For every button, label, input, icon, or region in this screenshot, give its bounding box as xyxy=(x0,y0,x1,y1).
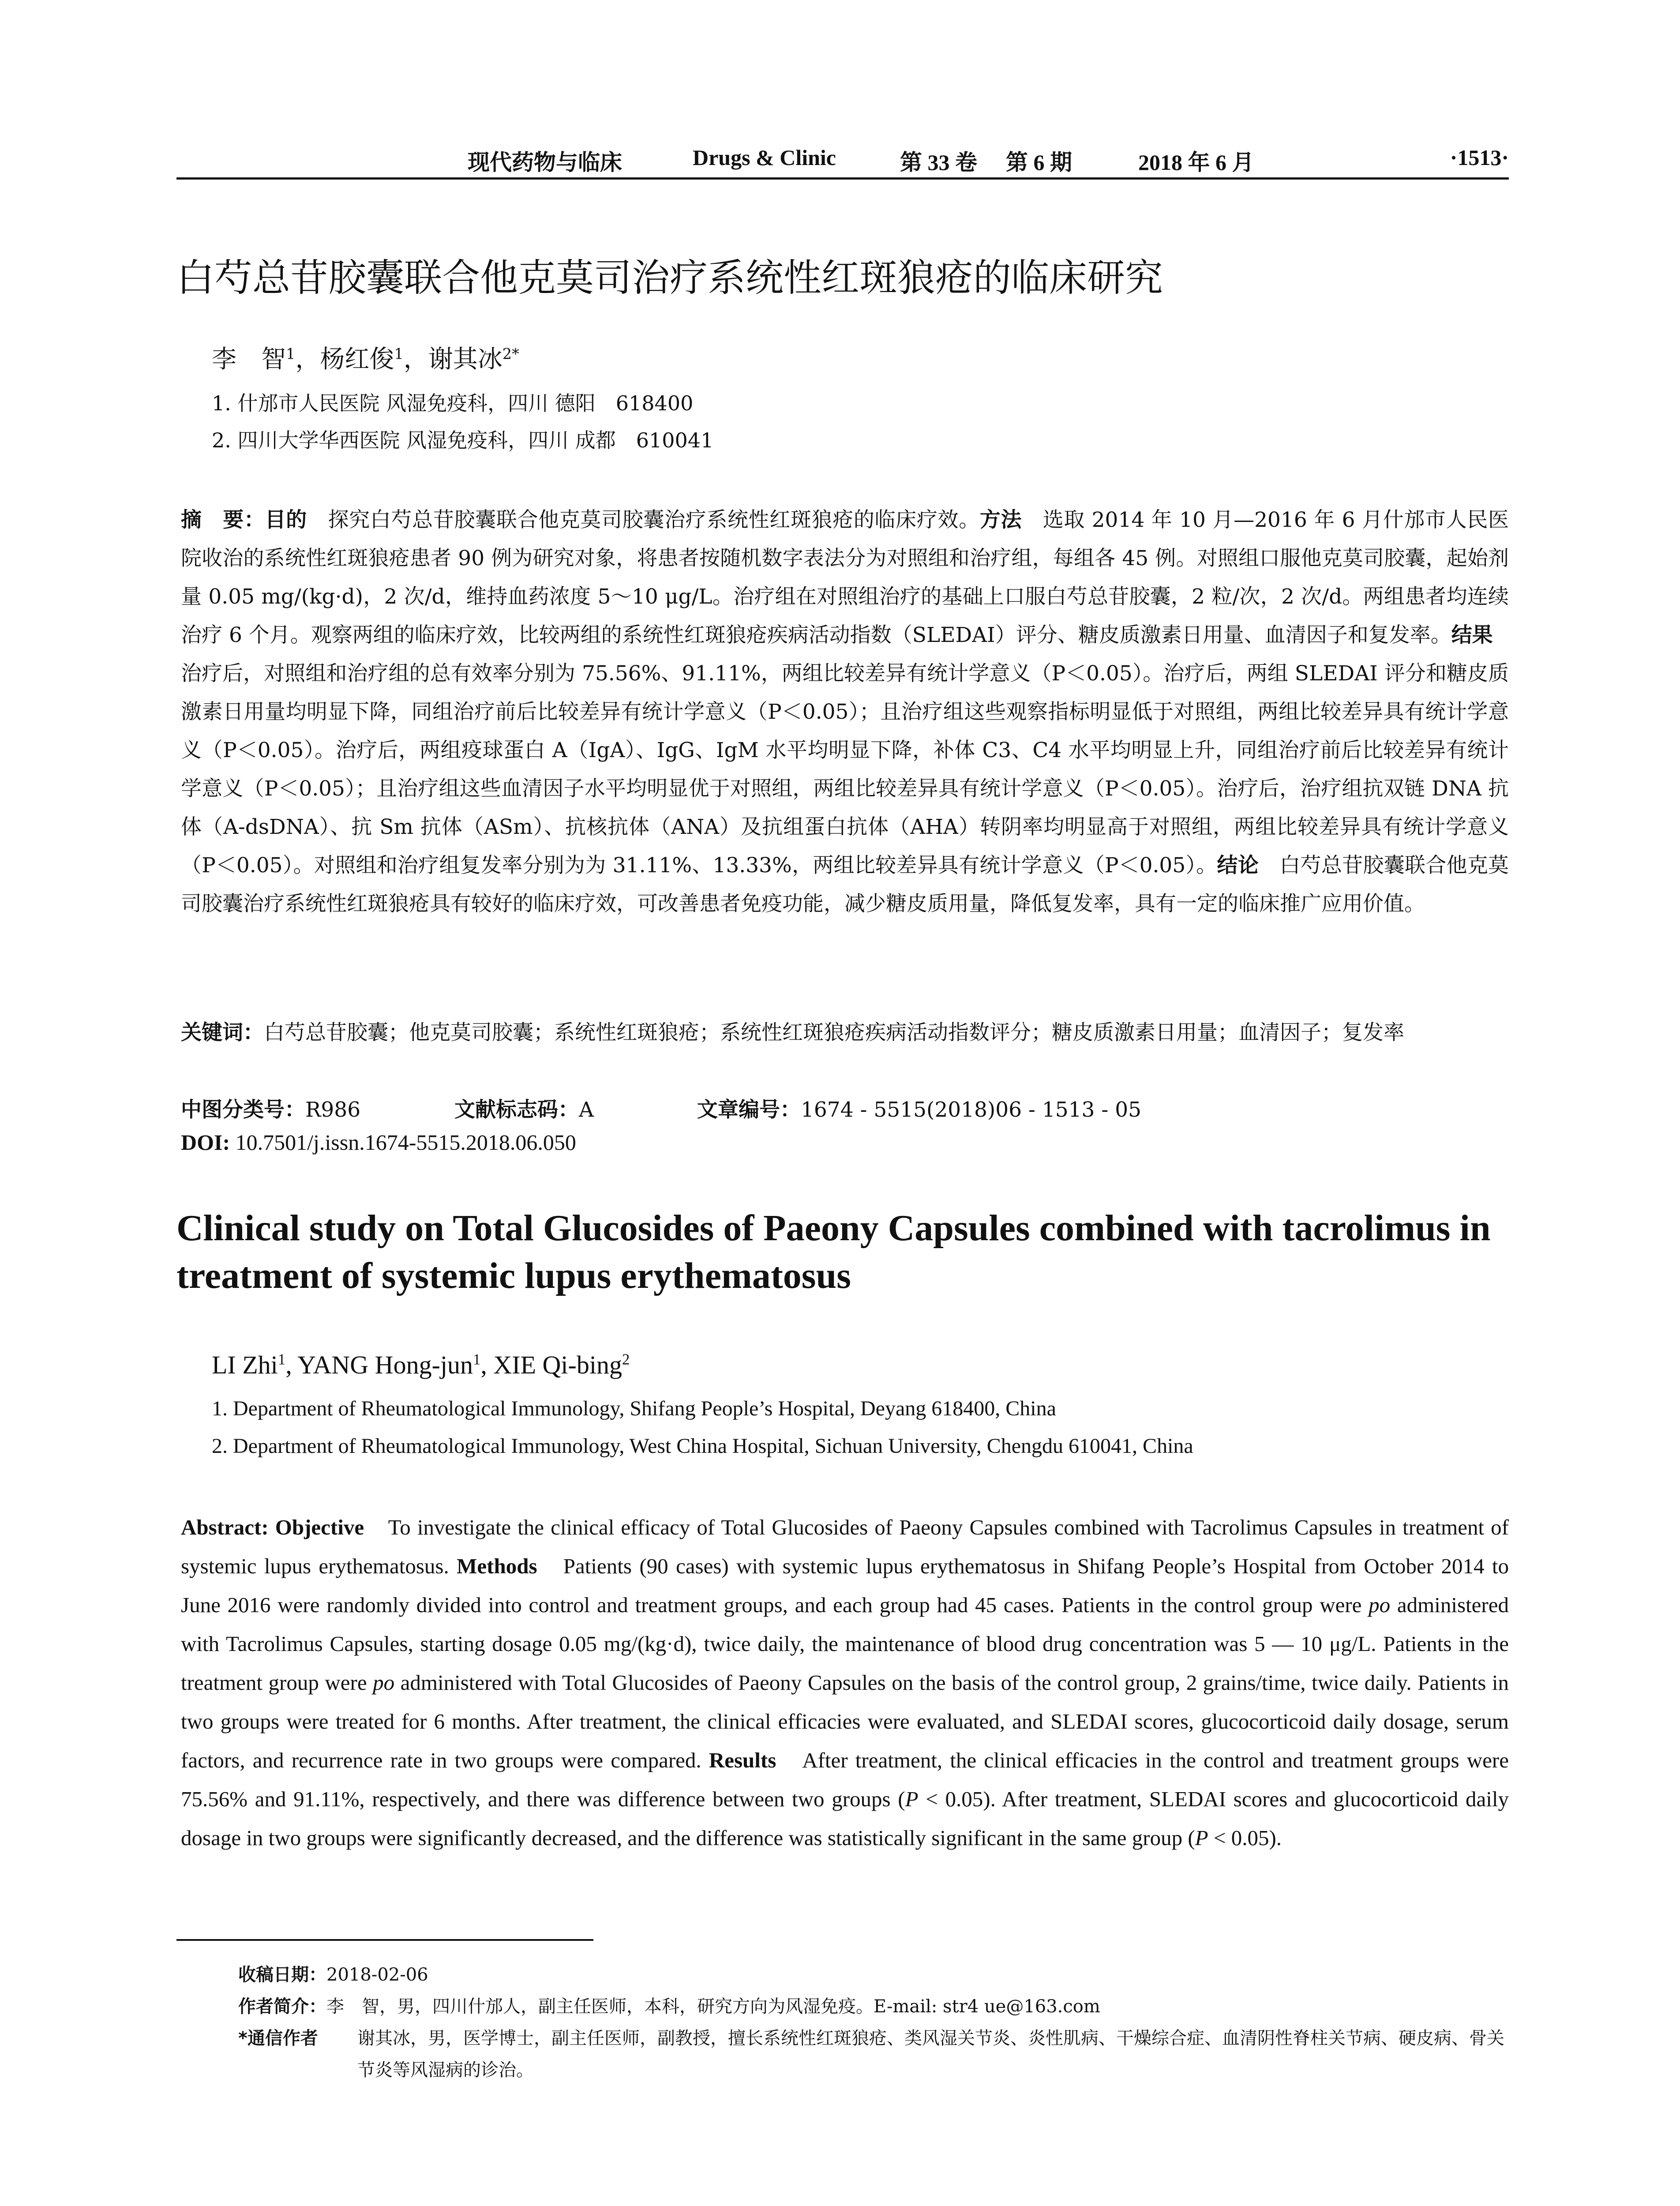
running-header xyxy=(176,140,1509,180)
classification-line xyxy=(181,1093,1509,1124)
cn-author-affiliation-mark: 1 xyxy=(394,345,404,363)
journal-name-cn: 现代药物与临床 xyxy=(468,150,622,175)
po-term: po xyxy=(1369,1593,1391,1617)
received-date-value: 2018-02-06 xyxy=(326,1965,428,1985)
cn-affiliation: 1. 什邡市人民医院 风湿免疫科，四川 德阳 618400 xyxy=(212,391,694,415)
document-code-value: A xyxy=(579,1098,594,1122)
en-methods-text: Patients (90 cases) with systemic lupus erythematosus in Shifang People’s Hospital from October 2014 to June 2016 were randomly divided into control and treatment groups, and each group had 45 cases. Patients in the control group were xyxy=(181,1554,1509,1617)
issue: 第 6 期 xyxy=(1006,150,1072,175)
en-methods-text: administered with Tacrolimus Capsules, starting dosage 0.05 mg/(kg·d), twice daily, the maintenance of blood drug concentration was 5 — 10 μg/L. Patients in the treatment group were xyxy=(181,1593,1509,1695)
cn-conclusion-label: 结论 xyxy=(1217,853,1259,878)
cn-authors: 李 智$^1$，杨红俊$^1$，谢其冰$^{2*}$ xyxy=(212,345,519,374)
publication-date: 2018 年 6 月 xyxy=(1138,150,1254,175)
cn-keywords-label: 关键词： xyxy=(181,1020,264,1045)
p-value-symbol: P xyxy=(1195,1826,1208,1850)
en-author-name: YANG Hong-jun xyxy=(297,1351,473,1379)
en-results-label: Results xyxy=(709,1748,776,1772)
author-bio-note xyxy=(238,1991,1509,2022)
article-number-value: 1674 - 5515(2018)06 - 1513 - 05 xyxy=(801,1098,1142,1122)
en-author-affiliation-mark: 1 xyxy=(473,1351,481,1368)
clc-label: 中图分类号： xyxy=(181,1098,305,1122)
en-results-text: < 0.05). xyxy=(1208,1826,1282,1850)
cn-author-affiliation-mark: 2* xyxy=(502,345,519,363)
cn-objective-label: 目的 xyxy=(265,508,307,532)
po-term: po xyxy=(373,1670,395,1695)
en-methods-text: administered with Total Glucosides of Paeony Capsules on the basis of the control group, 2 grains/time, twice daily. Patients in two groups were treated for 6 months. After treatment, the clinical efficacies were evaluated, and SLEDAI scores, glucocorticoid daily dosage, serum factors, and recurrence rate in two groups were compared. xyxy=(181,1670,1509,1772)
volume: 第 33 卷 xyxy=(900,150,977,175)
en-authors: LI Zhi$^1$, YANG Hong-jun$^1$, XIE Qi-bing$^2$ xyxy=(212,1351,630,1379)
en-author-name: XIE Qi-bing xyxy=(493,1351,622,1379)
cn-author-name: 谢其冰 xyxy=(428,345,502,374)
corresponding-author-note xyxy=(238,2022,1509,2086)
en-title: Clinical study on Total Glucosides of Paeony Capsules combined with tacrolimus in treatment of systemic lupus erythematosus xyxy=(176,1208,1491,1296)
en-results-text: After treatment, the clinical efficacies in the control and treatment groups were 75.56% and 91.11%, respectively, and there was difference between two groups ( xyxy=(181,1748,1509,1811)
cn-abstract xyxy=(181,501,1514,923)
doi xyxy=(181,1129,576,1155)
cn-keywords-text: 白芍总苷胶囊；他克莫司胶囊；系统性红斑狼疮；系统性红斑狼疮疾病活动指数评分；糖皮质激素日用量；血清因子；复发率 xyxy=(264,1020,1404,1045)
received-date-label: 收稿日期： xyxy=(238,1965,326,1985)
document-code xyxy=(454,1093,594,1123)
corresponding-author-label: *通信作者 xyxy=(238,2028,318,2048)
en-abstract xyxy=(181,1508,1509,1857)
cn-methods-text: 选取 2014 年 10 月—2016 年 6 月什邡市人民医院收治的系统性红斑狼疮患者 90 例为研究对象，将患者按随机数字表法分为对照组和治疗组，每组各 45 例。对照组口服他克莫司胶囊，起始剂量 0.05 mg/(kg·d)，2 次/d，维持血药浓度 5～10 μg/L。治疗组在对照组治疗的基础上口服白芍总苷胶囊，2 粒/次，2 次/d。两组患者均连续治疗 6 个月。观察两组的临床疗效，比较两组的系统性红斑狼疮疾病活动指数（SLEDAI）评分、糖皮质激素日用量、血清因子和复发率。 xyxy=(181,508,1509,647)
clc-number xyxy=(181,1093,360,1123)
cn-title: 白芍总苷胶囊联合他克莫司治疗系统性红斑狼疮的临床研究 xyxy=(176,256,1163,300)
article-number-label: 文章编号： xyxy=(697,1098,801,1122)
cn-methods-label: 方法 xyxy=(979,508,1022,532)
doi-value: 10.7501/j.issn.1674-5515.2018.06.050 xyxy=(230,1130,576,1155)
page-number: ·1513· xyxy=(1450,145,1509,170)
en-results-text: < 0.05). After treatment, SLEDAI scores and glucocorticoid daily dosage in two groups were significantly decreased, and the difference was statistically significant in the same group ( xyxy=(181,1787,1509,1850)
doi-label: DOI: xyxy=(181,1130,230,1155)
author-bio-text: 李 智，男，四川什邡人，副主任医师，本科，研究方向为风湿免疫。E-mail: str4 ue@163.com xyxy=(326,1996,1100,2017)
footnote-divider xyxy=(176,1939,593,1941)
cn-author-affiliation-mark: 1 xyxy=(286,345,296,363)
author-bio-label: 作者简介： xyxy=(238,1996,326,2017)
cn-keywords xyxy=(181,1015,1509,1051)
cn-author-name: 杨红俊 xyxy=(320,345,394,374)
journal-name-en: Drugs & Clinic xyxy=(693,145,836,170)
en-affiliation: 2. Department of Rheumatological Immunology, West China Hospital, Sichuan University, Chengdu 610041, China xyxy=(212,1434,1193,1458)
cn-abstract-label: 摘 要： xyxy=(181,508,265,532)
en-methods-label: Methods xyxy=(457,1554,537,1578)
article-number xyxy=(697,1093,1141,1123)
clc-value: R986 xyxy=(305,1098,361,1122)
cn-results-text: 治疗后，对照组和治疗组的总有效率分别为 75.56%、91.11%，两组比较差异有统计学意义（P＜0.05）。治疗后，两组 SLEDAI 评分和糖皮质激素日用量均明显下降，同组治疗前后比较差异有统计学意义（P＜0.05）；且治疗组这些观察指标明显低于对照组，两组比较差异具有统计学意义（P＜0.05）。治疗后，两组疫球蛋白 A（IgA）、IgG、IgM 水平均明显下降，补体 C3、C4 水平均明显上升，同组治疗前后比较差异有统计学意义（P＜0.05）；且治疗组这些血清因子水平均明显优于对照组，两组比较差异具有统计学意义（P＜0.05）。治疗后，治疗组抗双链 DNA 抗体（A-dsDNA）、抗 Sm 抗体（ASm）、抗核抗体（ANA）及抗组蛋白抗体（AHA）转阴率均明显高于对照组，两组比较差异具有统计学意义（P＜0.05）。对照组和治疗组复发率分别为为 31.11%、13.33%，两组比较差异具有统计学意义（P＜0.05）。 xyxy=(181,623,1514,878)
cn-conclusion-text: 白芍总苷胶囊联合他克莫司胶囊治疗系统性红斑狼疮具有较好的临床疗效，可改善患者免疫功能，减少糖皮质用量，降低复发率，具有一定的临床推广应用价值。 xyxy=(181,853,1509,916)
en-objective-text: To investigate the clinical efficacy of Total Glucosides of Paeony Capsules combined with Tacrolimus Capsules in treatment of systemic lupus erythematosus. xyxy=(181,1515,1509,1578)
en-author-affiliation-mark: 2 xyxy=(622,1351,630,1368)
cn-results-label: 结果 xyxy=(1451,623,1493,647)
cn-author-name: 李 智 xyxy=(212,345,286,374)
p-value-symbol: P xyxy=(905,1787,919,1811)
en-author-affiliation-mark: 1 xyxy=(278,1351,286,1368)
en-affiliation: 1. Department of Rheumatological Immunology, Shifang People’s Hospital, Deyang 618400, China xyxy=(212,1397,1056,1420)
received-date-note xyxy=(238,1959,1509,1991)
en-author-name: LI Zhi xyxy=(212,1351,278,1379)
corresponding-author-text: 谢其冰，男，医学博士，副主任医师，副教授，擅长系统性红斑狼疮、类风湿关节炎、炎性肌病、干燥综合症、血清阴性脊柱关节病、硬皮病、骨关节炎等风湿病的诊治。 xyxy=(357,2028,1504,2080)
en-abstract-label: Abstract: Objective xyxy=(181,1515,364,1539)
cn-affiliation: 2. 四川大学华西医院 风湿免疫科，四川 成都 610041 xyxy=(212,428,714,452)
cn-objective-text: 探究白芍总苷胶囊联合他克莫司胶囊治疗系统性红斑狼疮的临床疗效。 xyxy=(307,508,980,532)
document-code-label: 文献标志码： xyxy=(454,1098,579,1122)
footnotes xyxy=(238,1959,1509,2086)
